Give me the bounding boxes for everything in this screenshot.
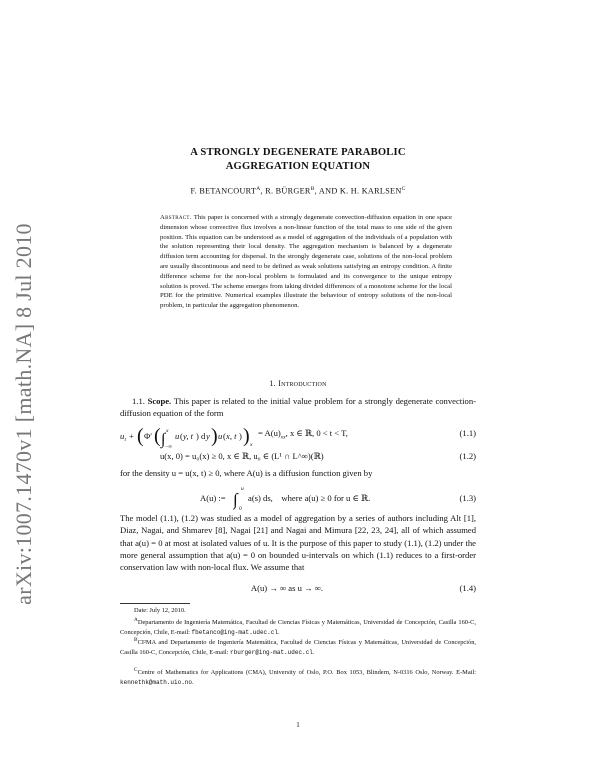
svg-text:t: t — [124, 437, 127, 443]
footnote-date: Date: July 12, 2010. — [134, 607, 186, 614]
svg-text:(: ( — [180, 431, 183, 441]
equation-number: (1.1) — [459, 428, 476, 438]
svg-text:0: 0 — [239, 506, 242, 510]
equation-1-3-rhs: a(s) ds, where a(u) ≥ 0 for u ∈ ℝ. — [248, 493, 371, 503]
equation-1-4 — [120, 583, 476, 603]
arxiv-stamp: arXiv:1007.1470v1 [math.NA] 8 Jul 2010 — [11, 223, 36, 605]
footnote-a: $^A$Departamento de Ingeniería Matemática, Facultad de Ciencias Físicas y Matemáticas, Universidad de Concepción, Casilla 160-C, Concepción, Chile, E-mail: fbetanco@ing-mat.udec.cl. — [120, 617, 476, 636]
svg-text:−∞: −∞ — [165, 444, 173, 449]
svg-text:(: ( — [137, 425, 144, 447]
svg-text:Φ′: Φ′ — [144, 431, 153, 441]
footnote-b: $^B$CI²MA and Departamento de Ingeniería Matemática, Facultad de Ciencias Físicas y Matemáticas, Universidad de Concepción, Casilla 160-C, Concepción, Chile, E-mail: rburger@ing-mat.udec.cl. — [120, 637, 476, 656]
svg-text:u: u — [218, 431, 223, 441]
integral-sign — [233, 484, 247, 510]
svg-text:u: u — [175, 431, 180, 441]
equation-1-1-rhs: = $A(u)_{xx}$, x ∈ ℝ, 0 < t < T, — [258, 428, 348, 441]
svg-text:u: u — [241, 486, 244, 492]
svg-text:x: x — [250, 442, 253, 448]
svg-text:y, t: y, t — [183, 431, 194, 441]
equation-1-3-lhs: A(u) := — [200, 493, 226, 503]
svg-text:) d: ) d — [196, 431, 206, 441]
equation-number: (1.2) — [459, 451, 476, 461]
equation-1-1 — [120, 425, 476, 449]
author-list: F. $BETANCOURT^A$, R. $BÜRGER^B$, AND K. H. $KARLSEN^C$ — [190, 186, 406, 196]
svg-text:(: ( — [223, 431, 226, 441]
equation-1-4-formula: A(u) → ∞ as u → ∞. — [250, 583, 324, 593]
density-paragraph: for the density u = u(x, t) ≥ 0, where A(u) is a diffusion function given by — [120, 468, 373, 478]
model-paragraph: The model (1.1), (1.2) was studied as a model of aggregation by a series of authors including Alt [1], Diaz, Nagai, and Shmarev [8], Nagai [21] and Nagai and Mimura [22, 23, 24], all of which assumed that a(u) = 0 at most at isolated values of u. It is the purpose of this paper to study (1.1), (1.2) under the more general assumption that a(u) = 0 on bounded u-intervals on which (1.1) reduces to a first-order conservation law with non-local flux. We assume that — [120, 513, 476, 573]
svg-text:x: x — [166, 428, 169, 434]
svg-text:∫: ∫ — [233, 490, 238, 509]
svg-text:∫: ∫ — [161, 431, 166, 448]
paper-title: A STRONGLY DEGENERATE PARABOLIC AGGREGATION EQUATION — [190, 147, 406, 172]
equation-1-3 — [120, 484, 476, 510]
page-number: 1 — [296, 721, 300, 729]
intro-paragraph: 1.1. Scope. This paper is related to the initial value problem for a strongly degenerate convection-diffusion equation of the form — [120, 396, 477, 419]
equation-1-2-formula: u(x, 0) = u₀(x) ≥ 0, x ∈ ℝ, u₀ ∈ (L¹ ∩ L^∞)(ℝ) — [160, 451, 324, 461]
footnote-rule — [120, 603, 190, 604]
svg-text:): ) — [239, 431, 242, 441]
svg-text:u: u — [120, 431, 125, 441]
svg-text:): ) — [243, 425, 250, 447]
svg-text:+: + — [129, 431, 134, 441]
equation-number: (1.3) — [459, 493, 476, 503]
footnote-c: $^C$Centre of Mathematics for Applications (CMA), University of Oslo, P.O. Box 1053, Blindern, N-0316 Oslo, Norway. E-Mail: kennethk@math.uio.no. — [120, 667, 476, 686]
abstract: Abstract. This paper is concerned with a strongly degenerate convection-diffusion equation in one space dimension whose convective flux involves a non-linear function of the total mass to one side of the given position. This equation can be understood as a model of aggregation of the individuals of a population with the solution representing their local density. The aggregation mechanism is balanced by a degenerate diffusion term accounting for dispersal. In the strongly degenerate case, solutions of the non-local problem are usually discontinuous and need to be defined as weak solutions satisfying an entropy condition. A finite difference scheme for the non-local problem is formulated and its convergence to the unique entropy solution is proved. The scheme emerges from taking divided differences of a monotone scheme for the local PDE for the primitive. Numerical examples illustrate the behaviour of entropy solutions of the non-local problem, in particular the aggregation phenomenon. — [160, 214, 452, 310]
svg-text:x, t: x, t — [226, 431, 237, 441]
svg-text:): ) — [211, 425, 218, 447]
equation-number: (1.4) — [459, 583, 476, 593]
section-heading: 1. Introduction — [269, 379, 327, 388]
svg-text:y: y — [206, 431, 210, 441]
svg-text:(: ( — [154, 425, 161, 447]
